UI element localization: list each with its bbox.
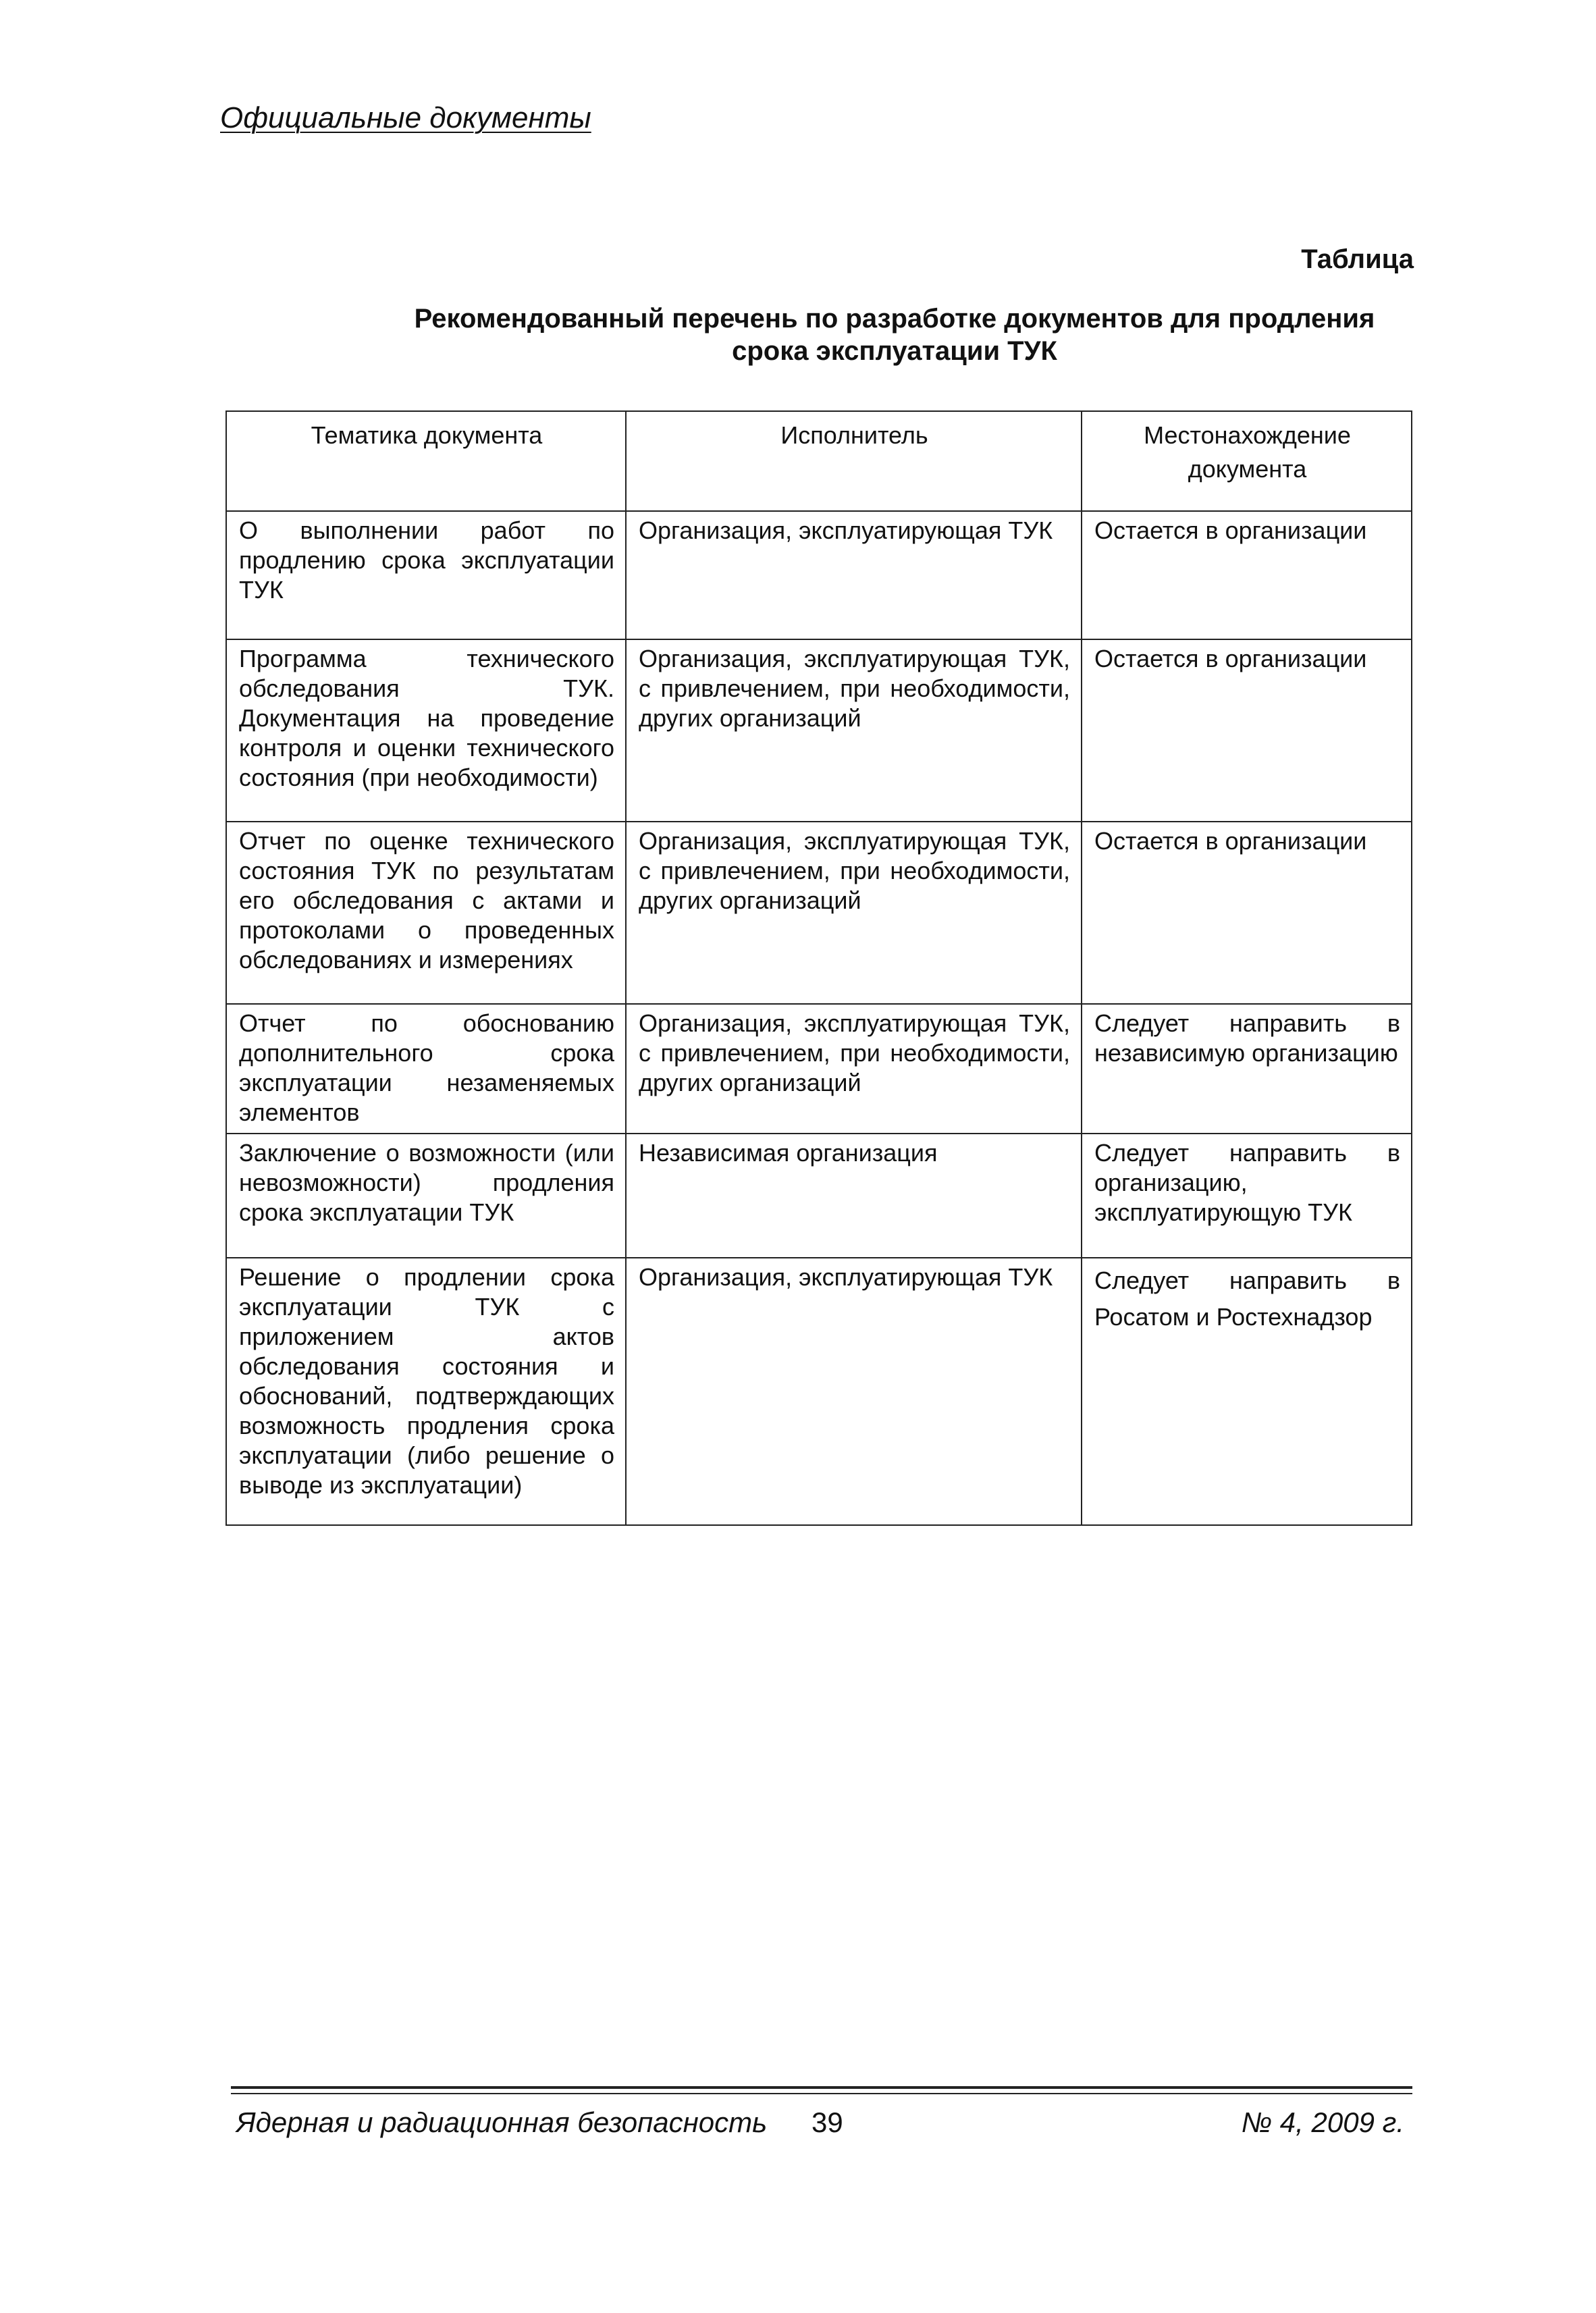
cell-executor: Организация, эксплуатирующая ТУК, с привлечением, при необходимости, других организаций: [626, 822, 1082, 1004]
table-row: [226, 1134, 1412, 1258]
cell-executor: Организация, эксплуатирующая ТУК, с привлечением, при необходимости, других организаций: [626, 1004, 1082, 1134]
table-label: Таблица: [1301, 244, 1414, 274]
documents-table: [225, 410, 1412, 1526]
cell-topic: О выполнении работ по продлению срока эксплуатации ТУК: [226, 511, 626, 639]
table-title-line-2: срока эксплуатации ТУК: [732, 336, 1057, 366]
cell-topic: Заключение о возможности (или невозможности) продления срока эксплуатации ТУК: [226, 1134, 626, 1258]
footer-rule-thin: [231, 2093, 1412, 2094]
table-title: [223, 302, 1566, 367]
cell-location: Следует направить в независимую организацию: [1082, 1004, 1412, 1134]
cell-location: Следует направить в организацию, эксплуатирующую ТУК: [1082, 1134, 1412, 1258]
journal-name: Ядерная и радиационная безопасность: [236, 2106, 768, 2138]
cell-executor: Организация, эксплуатирующая ТУК, с привлечением, при необходимости, других организаций: [626, 639, 1082, 822]
cell-location: Остается в организации: [1082, 511, 1412, 639]
cell-executor: Независимая организация: [626, 1134, 1082, 1258]
running-header: Официальные документы: [220, 101, 591, 134]
cell-topic: Решение о продлении срока эксплуатации ТУК с приложением актов обследования состояния и обоснований, подтверждающих возможность продления срока эксплуатации (либо решение о выводе из эксплуатации): [226, 1258, 626, 1525]
table-row: [226, 1258, 1412, 1525]
cell-location: Следует направить в Росатом и Ростехнадзор: [1082, 1258, 1412, 1525]
table-header-row: [226, 411, 1412, 511]
page-number: 39: [812, 2106, 843, 2138]
cell-topic: Отчет по обоснованию дополнительного срока эксплуатации незаменяемых элементов: [226, 1004, 626, 1134]
cell-topic: Программа технического обследования ТУК. Документация на проведение контроля и оценки технического состояния (при необходимости): [226, 639, 626, 822]
cell-location: Остается в организации: [1082, 639, 1412, 822]
cell-topic: Отчет по оценке технического состояния ТУК по результатам его обследования с актами и протоколами о проведенных обследованиях и измерениях: [226, 822, 626, 1004]
column-header-topic: Тематика документа: [226, 411, 626, 511]
footer-rule-thick: [231, 2086, 1412, 2089]
issue-number: № 4, 2009 г.: [1241, 2106, 1404, 2138]
table-row: [226, 511, 1412, 639]
table-row: [226, 1004, 1412, 1134]
cell-executor: Организация, эксплуатирующая ТУК: [626, 1258, 1082, 1525]
table-row: [226, 639, 1412, 822]
cell-executor: Организация, эксплуатирующая ТУК: [626, 511, 1082, 639]
cell-location: Остается в организации: [1082, 822, 1412, 1004]
column-header-location: Местонахождение документа: [1082, 411, 1412, 511]
table-row: [226, 822, 1412, 1004]
column-header-executor: Исполнитель: [626, 411, 1082, 511]
table-title-line-1: Рекомендованный перечень по разработке документов для продления: [414, 304, 1375, 334]
